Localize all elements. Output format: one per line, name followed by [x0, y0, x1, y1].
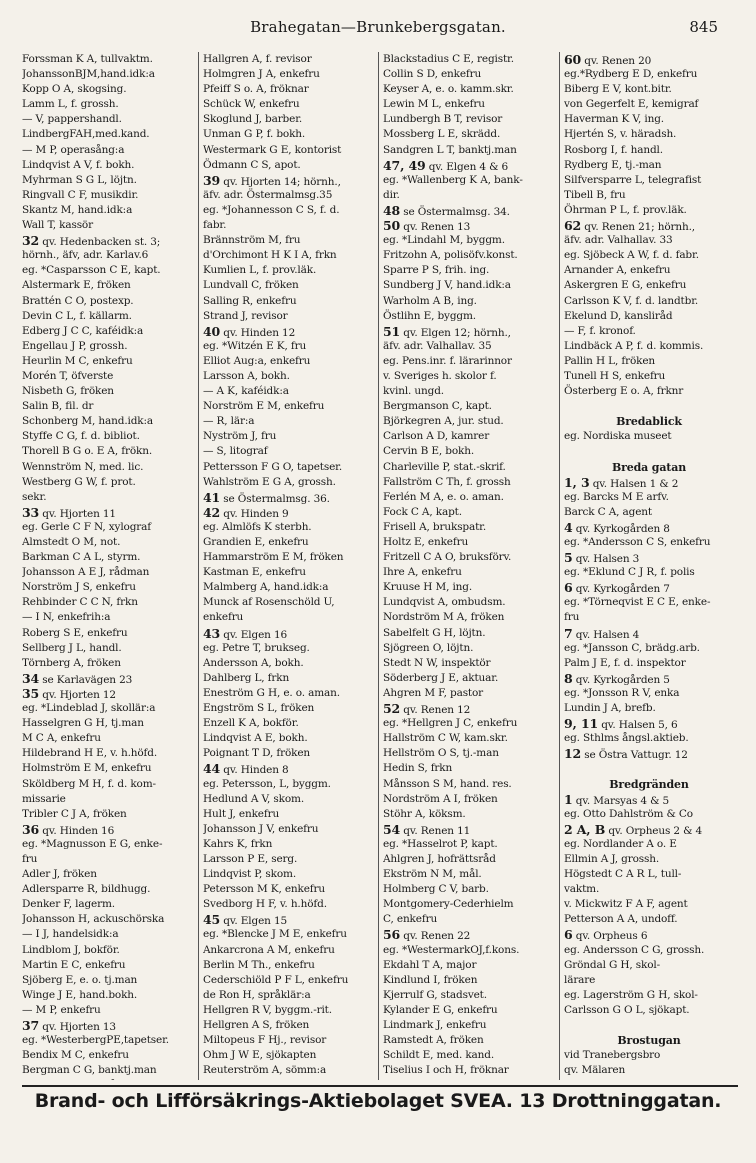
- resident-entry: Eneström G H, e. o. aman.: [203, 686, 340, 699]
- resident-entry: Cervin B E, bokh.: [383, 445, 475, 458]
- resident-entry: Sjöberg E, e. o. tj.man: [22, 973, 138, 986]
- resident-entry: — V, pappershandl.: [22, 113, 122, 126]
- resident-entry: Elliot Aug:a, enkefru: [203, 354, 311, 367]
- resident-entry: äfv. adr. Valhallav. 33: [564, 234, 673, 247]
- resident-entry: Myhrman S G L, löjtn.: [22, 173, 137, 186]
- resident-entry: Arnander A, enkefru: [564, 264, 671, 277]
- resident-entry: Söderberg J E, aktuar.: [383, 671, 499, 684]
- resident-entry: Lundbergh B T, revisor: [383, 113, 503, 126]
- resident-entry: Hult J, enkefru: [203, 807, 280, 820]
- resident-entry: von Gegerfelt E, kemigraf: [564, 98, 699, 111]
- house-entry: 1 qv. Marsyas 4 & 5: [564, 791, 670, 807]
- resident-entry: dir.: [383, 188, 400, 201]
- house-entry: 41 se Östermalmsg. 36.: [203, 489, 330, 505]
- house-entry: 50 qv. Renen 13: [383, 218, 471, 234]
- resident-entry: eg. *Törneqvist E C E, enke-: [564, 596, 711, 609]
- resident-entry: eg. *Witzén E K, fru: [203, 339, 307, 352]
- resident-entry: Cederschiöld P F L, enkefru: [203, 973, 349, 986]
- resident-entry: Ahgren M F, pastor: [383, 686, 484, 699]
- resident-entry: Månsson S M, hand. res.: [383, 777, 512, 790]
- resident-entry: Biberg E V, kont.bitr.: [564, 83, 672, 96]
- resident-entry: Reuterström A, sömm:a: [203, 1064, 327, 1077]
- resident-entry: Styffe C G, f. d. bibliot.: [22, 430, 140, 443]
- resident-entry: v. Sveriges h. skolor f.: [383, 369, 497, 382]
- resident-entry: Engström S L, fröken: [203, 702, 315, 715]
- resident-entry: vid Tranebergsbro: [564, 1049, 661, 1062]
- directory-column-2: [198, 52, 378, 1080]
- resident-entry: Rydberg E, tj.-man: [564, 158, 662, 171]
- resident-entry: JohanssonBJM,hand.idk:a: [22, 68, 155, 81]
- resident-entry: Kindlund I, fröken: [383, 973, 478, 986]
- resident-entry: fru: [564, 611, 580, 624]
- resident-entry: vaktm.: [564, 883, 600, 896]
- resident-entry: Silfversparre L, telegrafist: [564, 173, 702, 186]
- resident-entry: Edberg J C C, kaféidk:a: [22, 324, 144, 337]
- resident-entry: Lindblom J, bokför.: [22, 943, 120, 956]
- resident-entry: Ferlén M A, e. o. aman.: [383, 490, 504, 503]
- resident-entry: hörnh., äfv, adr. Karlav.6: [22, 249, 149, 262]
- resident-entry: Fritzohn A, polisöfv.konst.: [383, 249, 518, 262]
- resident-entry: Frisell A, brukspatr.: [383, 520, 487, 533]
- resident-entry: Nyström J, fru: [203, 430, 277, 443]
- resident-entry: Forssman K A, tullvaktm.: [22, 53, 153, 65]
- resident-entry: eg. Otto Dahlström & Co: [564, 807, 693, 820]
- house-entry: 52 qv. Renen 12: [383, 701, 471, 717]
- resident-entry: eg. Nordiska museet: [564, 430, 672, 443]
- resident-entry: Johansson J V, enkefru: [203, 822, 319, 835]
- house-entry: 51 qv. Elgen 12; hörnh.,: [383, 323, 511, 339]
- resident-entry: Lundvall C, fröken: [203, 279, 299, 292]
- resident-entry: Holtz E, enkefru: [383, 536, 469, 548]
- page-number: 845: [689, 18, 718, 36]
- resident-entry: eg. Petre T, brukseg.: [203, 641, 310, 654]
- directory-columns: [22, 52, 738, 1080]
- resident-entry: Lindqvist A V, f. bokh.: [22, 158, 135, 171]
- house-entry: 6 qv. Orpheus 6: [564, 927, 648, 943]
- resident-entry: Holmgren J A, enkefru: [203, 68, 320, 81]
- resident-entry: eg. *Wallenberg K A, bank-: [383, 173, 523, 186]
- resident-entry: Kruuse H M, ing.: [383, 581, 473, 594]
- resident-entry: Winge J E, hand.bokh.: [22, 988, 138, 1001]
- house-entry: 7 qv. Halsen 4: [564, 625, 640, 641]
- resident-entry: eg. Pens.inr. f. lärarinnor: [383, 354, 512, 367]
- running-header-title: Brahegatan—Brunkebergsgatan.: [250, 18, 506, 36]
- resident-entry: Hallström C W, kam.skr.: [383, 732, 508, 745]
- resident-entry: eg. *Blencke J M E, enkefru: [203, 928, 347, 941]
- resident-entry: Skantz M, hand.idk:a: [22, 203, 133, 216]
- resident-entry: eg. Almlöfs K sterbh.: [203, 520, 312, 533]
- resident-entry: Westberg G W, f. prot.: [22, 475, 136, 488]
- resident-entry: Tibell B, fru: [564, 188, 626, 201]
- house-entry: 47, 49 qv. Elgen 4 & 6: [383, 157, 509, 173]
- resident-entry: Stedt N W, inspektör: [383, 656, 491, 669]
- resident-entry: Strand J, revisor: [203, 309, 288, 322]
- resident-entry: Sundberg J V, hand.idk:a: [383, 279, 511, 292]
- resident-entry: Fritzell C A O, bruksförv.: [383, 551, 512, 564]
- resident-entry: eg. *Magnusson E G, enke-: [22, 837, 163, 850]
- resident-entry: Ringvall C F, musikdir.: [22, 188, 139, 201]
- resident-entry: eg. Petersson, L, byggm.: [203, 777, 331, 790]
- resident-entry: Holmberg C V, barb.: [383, 883, 489, 896]
- resident-entry: Alstermark E, fröken: [22, 279, 131, 292]
- resident-entry: Ellmin A J, grossh.: [564, 852, 660, 865]
- street-heading: Breda gatan: [611, 460, 687, 474]
- resident-entry: enkefru: [203, 611, 244, 624]
- resident-entry: Ekdahl T A, major: [383, 958, 477, 971]
- house-entry: 35 qv. Hjorten 12: [22, 685, 116, 701]
- resident-entry: Gröndal G H, skol-: [564, 958, 661, 971]
- resident-entry: Hellgren R V, byggm.-rit.: [203, 1003, 332, 1016]
- house-entry: 42 qv. Hinden 9: [203, 504, 289, 520]
- resident-entry: Denker F, lagerm.: [22, 898, 115, 911]
- resident-entry: Carlsson K V, f. d. landtbr.: [564, 294, 699, 307]
- resident-entry: Heurlin M C, enkefru: [22, 354, 133, 367]
- resident-entry: [564, 444, 734, 459]
- resident-entry: Blackstadius C E, registr.: [383, 53, 514, 65]
- resident-entry: Sabelfelt G H, löjtn.: [383, 626, 486, 639]
- resident-entry: Skoglund J, barber.: [203, 113, 303, 126]
- resident-entry: Fock C A, kapt.: [383, 505, 462, 518]
- house-entry: 33 qv. Hjorten 11: [22, 504, 116, 520]
- house-entry: 6 qv. Kyrkogården 7: [564, 580, 670, 596]
- resident-entry: Mossberg L E, skrädd.: [383, 128, 501, 141]
- house-entry: 40 qv. Hinden 12: [203, 323, 296, 339]
- resident-entry: Ekström N M, mål.: [383, 868, 482, 881]
- footer-divider: [22, 1085, 738, 1087]
- house-entry: 56 qv. Renen 22: [383, 927, 471, 943]
- resident-entry: Lindqvist P, skom.: [203, 868, 297, 881]
- resident-entry: Thorell B G o. E A, frökn.: [22, 445, 153, 458]
- resident-entry: Larsson P E, serg.: [203, 852, 298, 865]
- resident-entry: Ihre A, enkefru: [383, 566, 462, 579]
- resident-entry: Malmberg A, hand.idk:a: [203, 581, 329, 594]
- resident-entry: Norström E M, enkefru: [203, 400, 325, 413]
- resident-entry: — A K, kaféidk:a: [203, 385, 289, 398]
- house-entry: 43 qv. Elgen 16: [203, 625, 287, 641]
- house-entry: 32 qv. Hedenbacken st. 3;: [22, 233, 161, 249]
- resident-entry: eg. *Andersson C S, enkefru: [564, 536, 711, 548]
- resident-entry: Barkman C A L, styrm.: [22, 551, 141, 564]
- resident-entry: kvinl. ungd.: [383, 385, 444, 398]
- resident-entry: Törnberg A, fröken: [22, 656, 121, 669]
- resident-entry: Petterson A A, undoff.: [564, 913, 678, 926]
- resident-entry: Andersson A, bokh.: [203, 656, 304, 669]
- resident-entry: Bergman C G, banktj.man: [22, 1064, 157, 1077]
- resident-entry: Grandien E, enkefru: [203, 536, 309, 548]
- resident-entry: LindbergFAH,med.kand.: [22, 128, 150, 141]
- resident-entry: Hjertén S, v. häradsh.: [564, 128, 677, 141]
- resident-entry: Norström J S, enkefru: [22, 581, 136, 594]
- resident-entry: Sjögreen O, löjtn.: [383, 641, 474, 654]
- resident-entry: Lindmark J, enkefru: [383, 1019, 487, 1031]
- resident-entry: Almstedt O M, not.: [22, 536, 121, 548]
- resident-entry: Devin C L, f. källarm.: [22, 309, 132, 322]
- resident-entry: [203, 1078, 374, 1080]
- resident-entry: Högstedt C A R L, tull-: [564, 868, 682, 881]
- directory-column-4: [559, 52, 738, 1080]
- resident-entry: Svedborg H F, v. h.höfd.: [203, 898, 327, 911]
- resident-entry: Hedin S, frkn: [383, 762, 453, 775]
- resident-entry: Lundqvist A, ombudsm.: [383, 596, 506, 609]
- resident-entry: eg. Lagerström G H, skol-: [564, 988, 698, 1001]
- resident-entry: Stöhr A, köksm.: [383, 807, 466, 820]
- resident-entry: Johansson A E J, rådman: [22, 566, 150, 579]
- resident-entry: eg. *WestermarkOJ,f.kons.: [383, 943, 520, 956]
- house-entry: 39 qv. Hjorten 14; hörnh.,: [203, 172, 341, 188]
- resident-entry: eg. *Lindahl M, byggm.: [383, 234, 505, 247]
- resident-entry: Ekelund D, kansliråd: [564, 309, 673, 322]
- resident-entry: [564, 761, 734, 776]
- directory-column-1: [22, 52, 198, 1080]
- resident-entry: Palm J E, f. d. inspektor: [564, 656, 686, 669]
- resident-entry: Sellberg J L, handl.: [22, 641, 122, 654]
- resident-entry: [564, 1078, 734, 1080]
- resident-entry: — F, f. kronof.: [564, 324, 636, 337]
- resident-entry: eg. Barcks M E arfv.: [564, 490, 669, 503]
- resident-entry: Nordström M A, fröken: [383, 611, 505, 624]
- resident-entry: Ahlgren J, hofrättsråd: [383, 852, 496, 865]
- resident-entry: Salin B, fil. dr: [22, 400, 94, 413]
- resident-entry: lärare: [564, 973, 596, 986]
- resident-entry: Wennström N, med. lic.: [22, 460, 144, 473]
- resident-entry: Hammarström E M, fröken: [203, 551, 344, 564]
- resident-entry: [564, 399, 734, 414]
- street-heading: Brostugan: [617, 1034, 681, 1048]
- resident-entry: Salling R, enkefru: [203, 294, 297, 307]
- street-heading: Bredgränden: [609, 777, 689, 791]
- resident-entry: Morén T, öfverste: [22, 369, 114, 382]
- resident-entry: qv. Mälaren: [564, 1064, 626, 1077]
- resident-entry: Sandgren L T, banktj.man: [383, 143, 517, 156]
- resident-entry: Schonberg M, hand.idk:a: [22, 415, 153, 428]
- resident-entry: Rosborg I, f. handl.: [564, 143, 663, 156]
- resident-entry: Ohm J W E, sjökapten: [203, 1049, 317, 1062]
- house-entry: 54 qv. Renen 11: [383, 821, 471, 837]
- resident-entry: Schück W, enkefru: [203, 98, 300, 111]
- resident-entry: Kumlien L, f. prov.läk.: [203, 264, 317, 277]
- resident-entry: Holmström E M, enkefru: [22, 762, 152, 775]
- resident-entry: Öhrman P L, f. prov.läk.: [564, 203, 687, 216]
- resident-entry: Johansson H, ackuschörska: [22, 913, 165, 926]
- resident-entry: — M P, enkefru: [22, 1003, 101, 1016]
- resident-entry: Hellström O S, tj.-man: [383, 747, 499, 760]
- house-entry: 44 qv. Hinden 8: [203, 761, 289, 777]
- resident-entry: Montgomery-Cederhielm: [383, 898, 514, 911]
- resident-entry: Fallström C Th, f. grossh: [383, 475, 511, 488]
- resident-entry: [564, 1018, 734, 1033]
- resident-entry: Miltopeus F Hj., revisor: [203, 1034, 327, 1047]
- resident-entry: Berlin M Th., enkefru: [203, 958, 315, 971]
- resident-entry: [22, 1078, 194, 1080]
- resident-entry: Tribler C J A, fröken: [22, 807, 127, 820]
- resident-entry: Kahrs K, frkn: [203, 837, 273, 850]
- resident-entry: Brattén C O, postexp.: [22, 294, 134, 307]
- resident-entry: — I J, handelsidk:a: [22, 928, 119, 941]
- resident-entry: Hedlund A V, skom.: [203, 792, 305, 805]
- resident-entry: Lewin M L, enkefru: [383, 98, 485, 111]
- resident-entry: Brännström M, fru: [203, 234, 301, 247]
- resident-entry: Hasselgren G H, tj.man: [22, 717, 144, 730]
- resident-entry: Carlsson G O L, sjökapt.: [564, 1003, 690, 1016]
- resident-entry: Poignant T D, fröken: [203, 747, 311, 760]
- resident-entry: sekr.: [22, 490, 47, 503]
- resident-entry: Ramstedt A, fröken: [383, 1034, 484, 1047]
- resident-entry: Pallin H L, fröken: [564, 354, 656, 367]
- resident-entry: Nordström A I, fröken: [383, 792, 498, 805]
- resident-entry: de Ron H, språklär:a: [203, 988, 311, 1001]
- resident-entry: eg. Nordlander A o. E: [564, 837, 677, 850]
- resident-entry: Carlson A D, kamrer: [383, 430, 490, 443]
- resident-entry: Barck C A, agent: [564, 505, 652, 518]
- resident-entry: Lindqvist A E, bokh.: [203, 732, 308, 745]
- resident-entry: Adler J, fröken: [22, 868, 97, 881]
- resident-entry: eg. Gerle C F N, xylograf: [22, 520, 151, 533]
- resident-entry: fru: [22, 852, 38, 865]
- resident-entry: Tiselius I och H, fröknar: [383, 1064, 509, 1077]
- resident-entry: Kylander E G, enkefru: [383, 1003, 498, 1016]
- resident-entry: äfv. adr. Valhallav. 35: [383, 339, 492, 352]
- house-entry: 48 se Östermalmsg. 34.: [383, 202, 510, 218]
- house-entry: 9, 11 qv. Halsen 5, 6: [564, 716, 678, 732]
- resident-entry: Hellgren A S, fröken: [203, 1019, 310, 1031]
- street-heading: Bredablick: [616, 415, 682, 429]
- resident-entry: Kopp O A, skogsing.: [22, 83, 127, 96]
- house-entry: 4 qv. Kyrkogården 8: [564, 519, 670, 535]
- resident-entry: Adlersparre R, bildhugg.: [22, 883, 151, 896]
- resident-entry: M C A, enkefru: [22, 732, 101, 745]
- resident-entry: Nisbeth G, fröken: [22, 385, 114, 398]
- resident-entry: eg. *Hellgren J C, enkefru: [383, 717, 518, 730]
- resident-entry: Dahlberg L, frkn: [203, 671, 290, 684]
- resident-entry: Munck af Rosenschöld U,: [203, 596, 335, 609]
- resident-entry: Lundin J A, brefb.: [564, 702, 656, 715]
- house-entry: 5 qv. Halsen 3: [564, 550, 640, 566]
- resident-entry: Wahlström E G A, grossh.: [203, 475, 336, 488]
- resident-entry: Engellau J P, grossh.: [22, 339, 128, 352]
- resident-entry: — I N, enkefrih:a: [22, 611, 111, 624]
- resident-entry: eg. *Casparsson C E, kapt.: [22, 264, 161, 277]
- resident-entry: Bendix M C, enkefru: [22, 1049, 129, 1062]
- house-entry: 8 qv. Kyrkogården 5: [564, 670, 670, 686]
- resident-entry: Björkegren A, jur. stud.: [383, 415, 504, 428]
- resident-entry: Collin S D, enkefru: [383, 68, 482, 81]
- resident-entry: C, enkefru: [383, 913, 438, 926]
- house-entry: 2 A, B qv. Orpheus 2 & 4: [564, 821, 703, 837]
- resident-entry: Kjerrulf G, stadsvet.: [383, 988, 487, 1001]
- resident-entry: Österberg E o. A, frknr: [564, 385, 684, 398]
- resident-entry: Tunell H S, enkefru: [564, 369, 666, 382]
- resident-entry: äfv. adr. Östermalmsg.35: [203, 188, 333, 201]
- resident-entry: Schildt E, med. kand.: [383, 1049, 495, 1062]
- resident-entry: eg. *Jonsson R V, enka: [564, 686, 680, 699]
- resident-entry: Unman G P, f. bokh.: [203, 128, 306, 141]
- footer-advertisement: Brand- och Lifförsäkrings-Aktiebolaget SVEA. 13 Drottninggatan.: [34, 1090, 722, 1112]
- house-entry: 62 qv. Renen 21; hörnh.,: [564, 218, 695, 234]
- resident-entry: Martin E C, enkefru: [22, 958, 126, 971]
- resident-entry: Charleville P, stat.-skrif.: [383, 460, 506, 473]
- house-entry: 37 qv. Hjorten 13: [22, 1018, 116, 1033]
- directory-column-3: [378, 52, 559, 1080]
- resident-entry: Haverman K V, ing.: [564, 113, 664, 126]
- resident-entry: eg. *WesterbergPE,tapetser.: [22, 1034, 169, 1047]
- resident-entry: eg. *Hasselrot P, kapt.: [383, 837, 498, 850]
- resident-entry: Wall T, kassör: [22, 219, 93, 232]
- house-entry: 12 se Östra Vattugr. 12: [564, 746, 688, 762]
- house-entry: 34 se Karlavägen 23: [22, 670, 133, 686]
- resident-entry: eg. Sthlms ångsl.aktieb.: [564, 732, 689, 745]
- resident-entry: Westermark G E, kontorist: [203, 143, 342, 156]
- resident-entry: Sparre P S, frih. ing.: [383, 264, 490, 277]
- resident-entry: Warholm A B, ing.: [383, 294, 477, 307]
- resident-entry: eg. *Jansson C, brädg.arb.: [564, 641, 700, 654]
- resident-entry: Hallgren A, f. revisor: [203, 53, 312, 65]
- resident-entry: Larsson A, bokh.: [203, 369, 290, 382]
- resident-entry: Askergren E G, enkefru: [564, 279, 687, 292]
- resident-entry: Kastman E, enkefru: [203, 566, 306, 579]
- resident-entry: v. Mickwitz F A F, agent: [564, 898, 688, 911]
- resident-entry: Petersson M K, enkefru: [203, 883, 325, 896]
- resident-entry: eg.*Rydberg E D, enkefru: [564, 68, 698, 81]
- resident-entry: — S, litograf: [203, 445, 268, 458]
- house-entry: 45 qv. Elgen 15: [203, 912, 287, 928]
- resident-entry: eg. *Eklund C J R, f. polis: [564, 566, 695, 579]
- resident-entry: fabr.: [203, 219, 227, 232]
- resident-entry: Hildebrand H E, v. h.höfd.: [22, 747, 158, 760]
- resident-entry: eg. Andersson C G, grossh.: [564, 943, 705, 956]
- resident-entry: d'Orchimont H K I A, frkn: [203, 249, 337, 262]
- resident-entry: Pfeiff S o. A, fröknar: [203, 83, 309, 96]
- resident-entry: eg. *Lindeblad J, skollär:a: [22, 702, 156, 715]
- house-entry: 36 qv. Hinden 16: [22, 821, 115, 837]
- resident-entry: missarie: [22, 792, 66, 805]
- resident-entry: Östlihn E, byggm.: [383, 309, 476, 322]
- resident-entry: Sköldberg M H, f. d. kom-: [22, 777, 156, 790]
- resident-entry: Lamm L, f. grossh.: [22, 98, 119, 111]
- house-entry: [383, 1078, 555, 1080]
- resident-entry: Rehbinder C C N, frkn: [22, 596, 138, 609]
- resident-entry: Bergmanson C, kapt.: [383, 400, 492, 413]
- house-entry: 60 qv. Renen 20: [564, 52, 652, 67]
- resident-entry: Ankarcrona A M, enkefru: [203, 943, 335, 956]
- resident-entry: Lindbäck A P, f. d. kommis.: [564, 339, 704, 352]
- resident-entry: eg. *Johannesson C S, f. d.: [203, 203, 340, 216]
- resident-entry: Ödmann C S, apot.: [203, 158, 301, 171]
- resident-entry: eg. Sjöbeck A W, f. d. fabr.: [564, 249, 699, 262]
- resident-entry: Keyser A, e. o. kamm.skr.: [383, 83, 514, 96]
- resident-entry: — R, lär:a: [203, 415, 255, 428]
- house-entry: 1, 3 qv. Halsen 1 & 2: [564, 474, 679, 490]
- resident-entry: Roberg S E, enkefru: [22, 626, 128, 639]
- resident-entry: Pettersson F G O, tapetser.: [203, 460, 343, 473]
- resident-entry: — M P, operasång:a: [22, 143, 125, 156]
- resident-entry: Enzell K A, bokför.: [203, 717, 299, 730]
